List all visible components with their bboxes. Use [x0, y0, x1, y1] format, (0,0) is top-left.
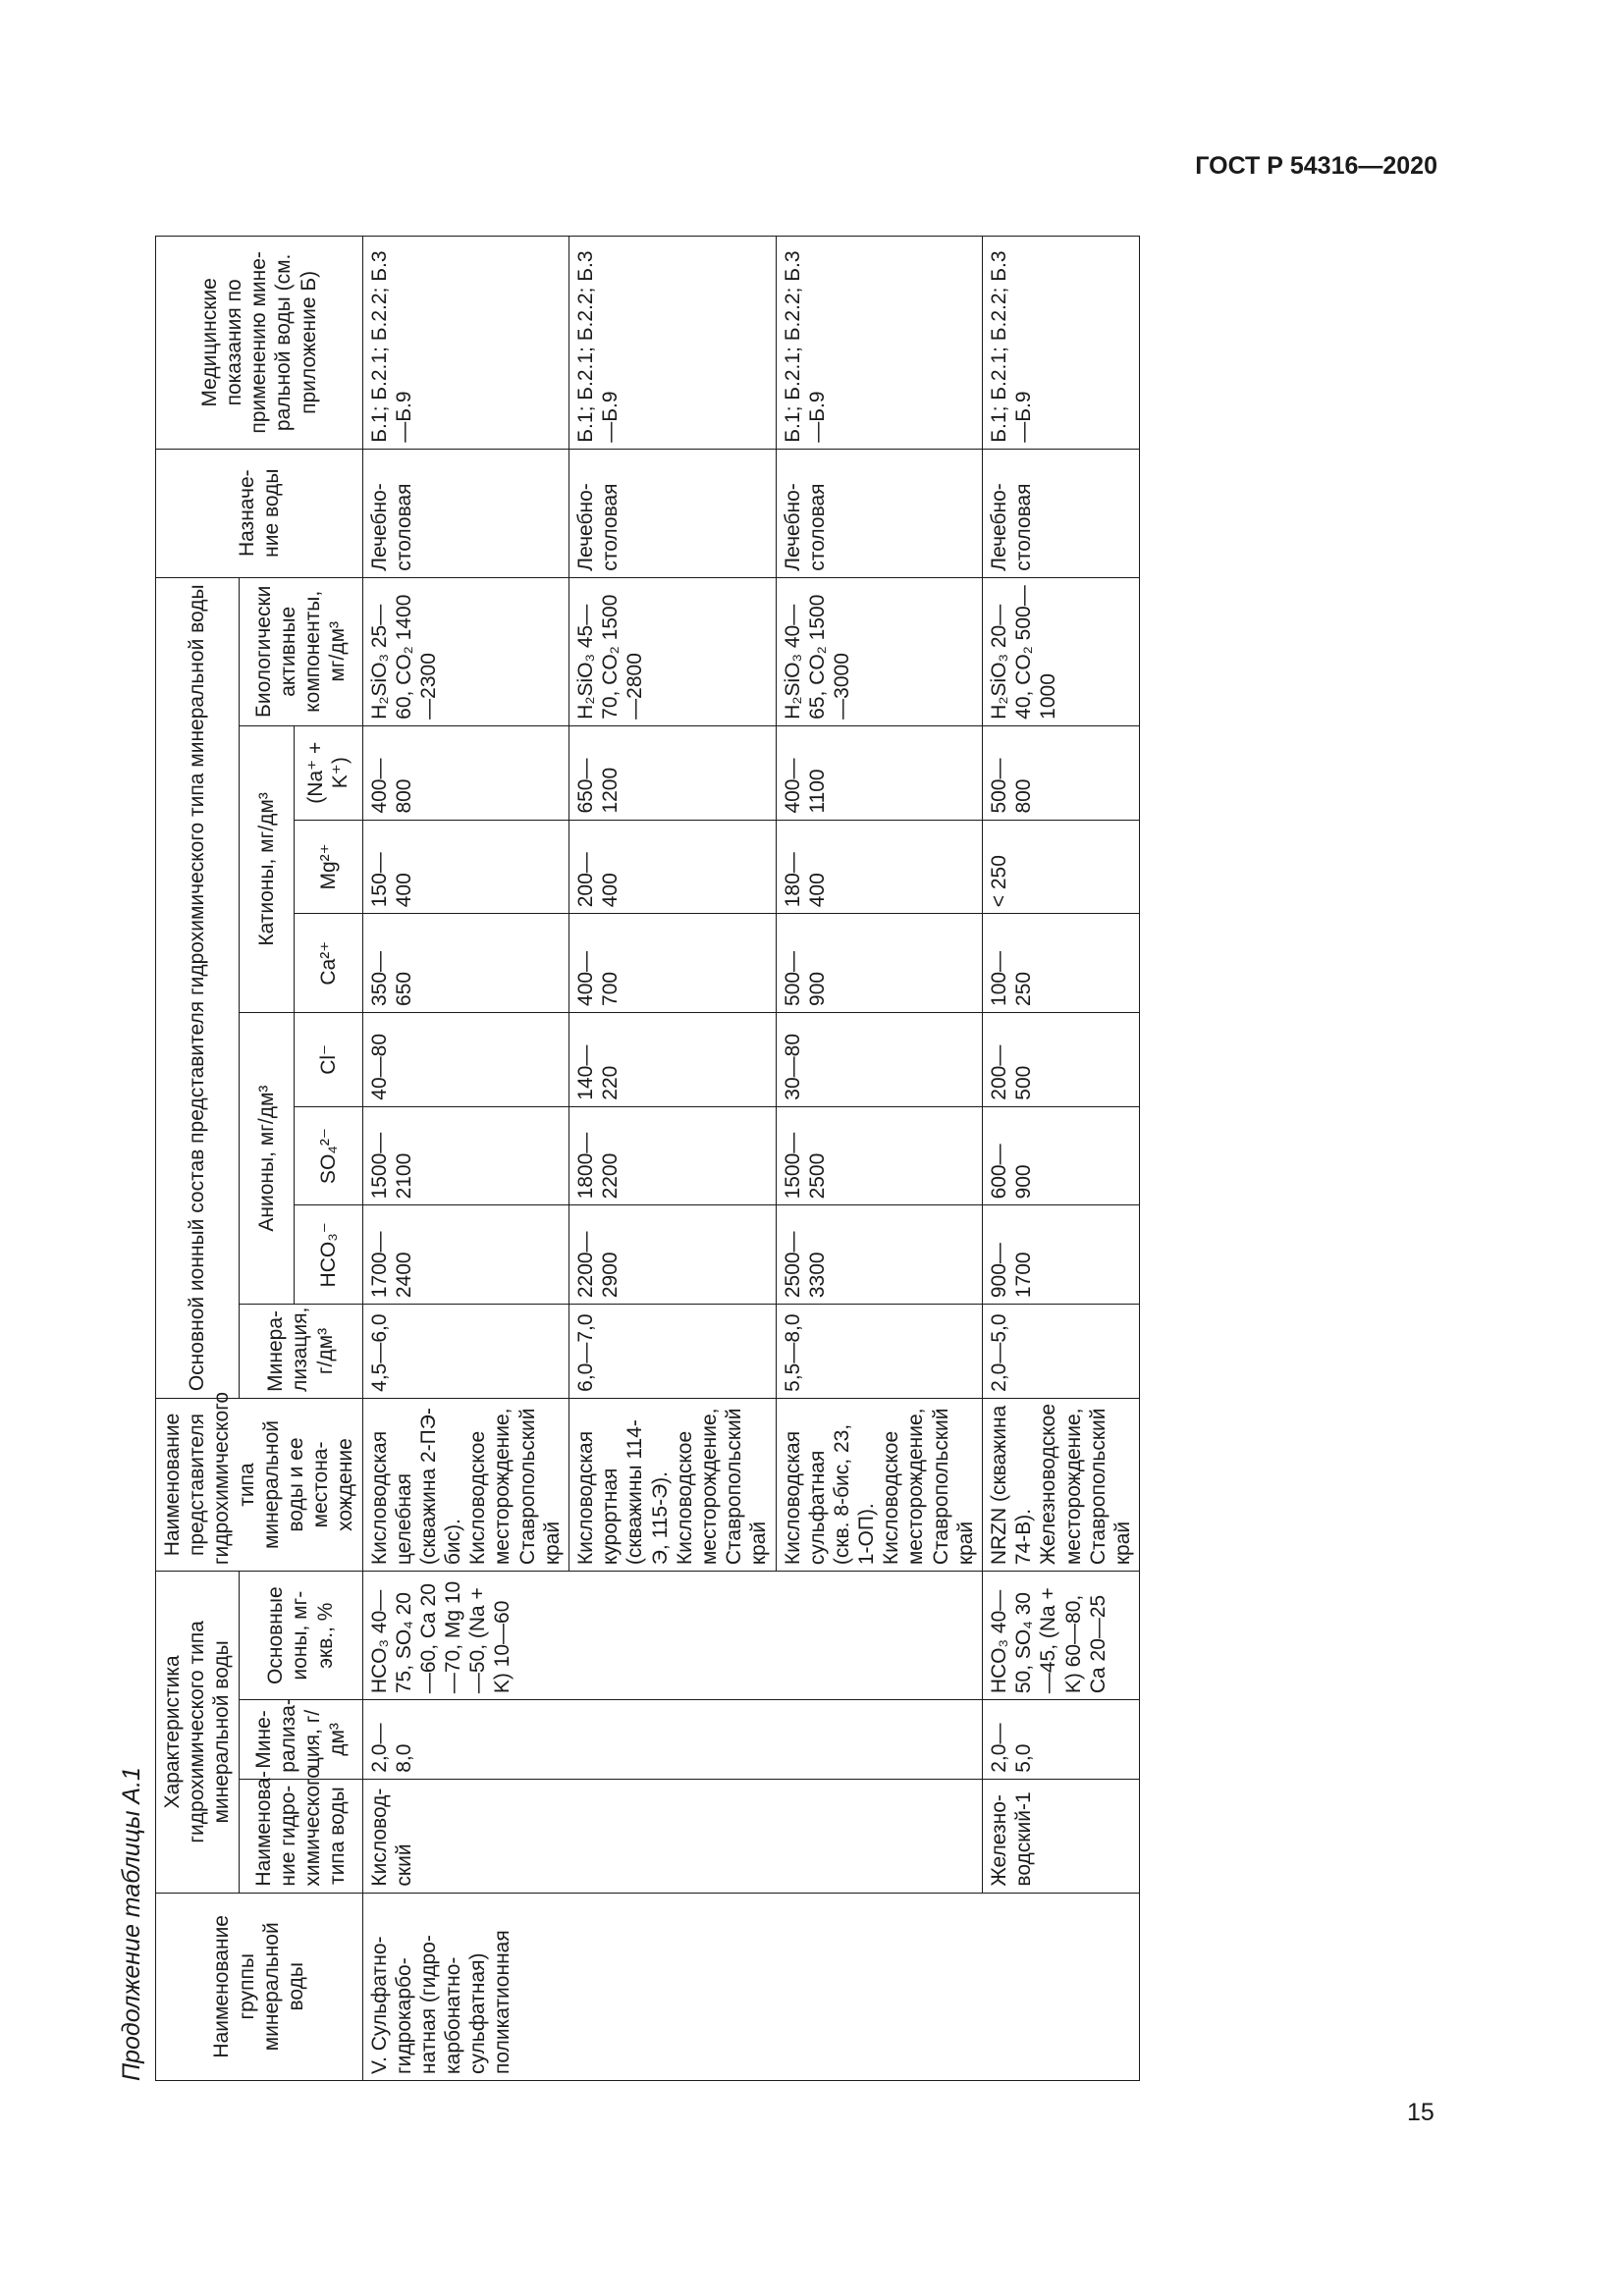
cl-cell: 30—80	[776, 1012, 983, 1106]
hdr-rep-name: Наименование представителя гидрохимического типа минеральной воды и ее местона-хождение	[156, 1398, 363, 1571]
medical-cell: Б.1; Б.2.1; Б.2.2; Б.3—Б.9	[776, 237, 983, 450]
mineral-water-table	[155, 236, 1140, 2081]
so4-cell: 600—900	[983, 1106, 1140, 1205]
rep-min-cell: 5,5—8,0	[776, 1305, 983, 1399]
ca-cell: 500—900	[776, 914, 983, 1013]
nak-cell: 400—1100	[776, 725, 983, 820]
purpose-cell: Лечебно-столовая	[983, 449, 1140, 577]
hdr-anions: Анионы, мг/дм³	[239, 1012, 294, 1304]
type-ions-cell: HCO₃ 40—75, SO₄ 20—60, Ca 20—70, Mg 10—50, (Na + K) 10—60	[362, 1572, 983, 1700]
rep-name-cell: Кисловодская целебная (скважина 2-ПЭ-бис). Кисловодское месторождение, Ставропольский край	[362, 1398, 569, 1571]
hdr-composition: Основной ионный состав представителя гидрохимического типа минеральной воды	[156, 577, 240, 1398]
medical-cell: Б.1; Б.2.1; Б.2.2; Б.3—Б.9	[569, 237, 777, 450]
hdr-mg: Mg²⁺	[294, 820, 362, 914]
bio-cell: H₂SiO₃ 25—60, CO₂ 1400—2300	[362, 577, 569, 725]
mg-cell: < 250	[983, 820, 1140, 914]
table-row	[362, 237, 569, 2081]
so4-cell: 1800—2200	[569, 1106, 777, 1205]
ca-cell: 400—700	[569, 914, 777, 1013]
purpose-cell: Лечебно-столовая	[569, 449, 777, 577]
rep-name-cell: Кисловодская курортная (скважины 114-Э, 115-Э). Кисловодское месторождение, Ставропольский край	[569, 1398, 777, 1571]
table-row	[983, 237, 1140, 2081]
type-min-cell: 2,0—8,0	[362, 1700, 983, 1780]
cl-cell: 200—500	[983, 1012, 1140, 1106]
table-caption: Продолжение таблицы А.1	[118, 1767, 145, 2081]
rep-name-cell: Кисловодская сульфатная (скв. 8-бис, 23, 1-ОП). Кисловодское месторождение, Ставропольский край	[776, 1398, 983, 1571]
mg-cell: 200—400	[569, 820, 777, 914]
bio-cell: H₂SiO₃ 40—65, CO₂ 1500—3000	[776, 577, 983, 725]
hdr-hco3: HCO₃⁻	[294, 1205, 362, 1305]
hco3-cell: 900—1700	[983, 1205, 1140, 1305]
hdr-cl: Cl⁻	[294, 1012, 362, 1106]
rep-min-cell: 6,0—7,0	[569, 1305, 777, 1399]
hdr-purpose: Назначе-ние воды	[156, 449, 363, 577]
hco3-cell: 2200—2900	[569, 1205, 777, 1305]
so4-cell: 1500—2500	[776, 1106, 983, 1205]
medical-cell: Б.1; Б.2.1; Б.2.2; Б.3—Б.9	[362, 237, 569, 450]
hdr-hydro-type-name: Наименова-ние гидро-химического типа воды	[239, 1779, 362, 1893]
rep-min-cell: 4,5—6,0	[362, 1305, 569, 1399]
mg-cell: 150—400	[362, 820, 569, 914]
hdr-medical: Медицинские показания по применению мине-ральной воды (см. приложение Б)	[156, 237, 363, 450]
hdr-hydro-type-min: Мине-рализа-ция, г/дм³	[239, 1700, 362, 1780]
hdr-cations: Катионы, мг/дм³	[239, 725, 294, 1012]
so4-cell: 1500—2100	[362, 1106, 569, 1205]
bio-cell: H₂SiO₃ 20—40, CO₂ 500—1000	[983, 577, 1140, 725]
rep-name-cell: NRZN (скважина 74-В). Железноводское месторождение, Ставропольский край	[983, 1398, 1140, 1571]
page-number: 15	[1407, 2099, 1435, 2126]
nak-cell: 500—800	[983, 725, 1140, 820]
hco3-cell: 1700—2400	[362, 1205, 569, 1305]
rep-min-cell: 2,0—5,0	[983, 1305, 1140, 1399]
medical-cell: Б.1; Б.2.1; Б.2.2; Б.3—Б.9	[983, 237, 1140, 450]
nak-cell: 400—800	[362, 725, 569, 820]
ca-cell: 100—250	[983, 914, 1140, 1013]
hdr-bio: Биологически активные компоненты, мг/дм³	[239, 577, 362, 725]
hdr-group-name: Наименование группы минеральной воды	[156, 1893, 363, 2080]
type-ions-cell: HCO₃ 40—50, SO₄ 30—45, (Na + K) 60—80, Ca 20—25	[983, 1572, 1140, 1700]
hdr-hydro-type: Характеристика гидрохимического типа минеральной воды	[156, 1572, 240, 1893]
type-name-cell: Железно-водский-1	[983, 1779, 1140, 1893]
hdr-hydro-type-ions: Основные ионы, мг-экв., %	[239, 1572, 362, 1700]
type-name-cell: Кисловод-ский	[362, 1779, 983, 1893]
hdr-rep-min: Минера-лизация, г/дм³	[239, 1305, 362, 1399]
mg-cell: 180—400	[776, 820, 983, 914]
hdr-nak: (Na⁺ + K⁺)	[294, 725, 362, 820]
type-min-cell: 2,0—5,0	[983, 1700, 1140, 1780]
group-name-cell: V. Сульфатно-гидрокарбо-натная (гидро-карбонатно-сульфатная) поликатионная	[362, 1893, 1140, 2080]
purpose-cell: Лечебно-столовая	[776, 449, 983, 577]
purpose-cell: Лечебно-столовая	[362, 449, 569, 577]
hdr-so4: SO₄²⁻	[294, 1106, 362, 1205]
ca-cell: 350—650	[362, 914, 569, 1013]
rotated-table-area	[118, 236, 1414, 2081]
hco3-cell: 2500—3300	[776, 1205, 983, 1305]
hdr-ca: Ca²⁺	[294, 914, 362, 1013]
cl-cell: 40—80	[362, 1012, 569, 1106]
nak-cell: 650—1200	[569, 725, 777, 820]
document-code: ГОСТ Р 54316—2020	[1195, 152, 1437, 180]
bio-cell: H₂SiO₃ 45—70, CO₂ 1500—2800	[569, 577, 777, 725]
cl-cell: 140—220	[569, 1012, 777, 1106]
